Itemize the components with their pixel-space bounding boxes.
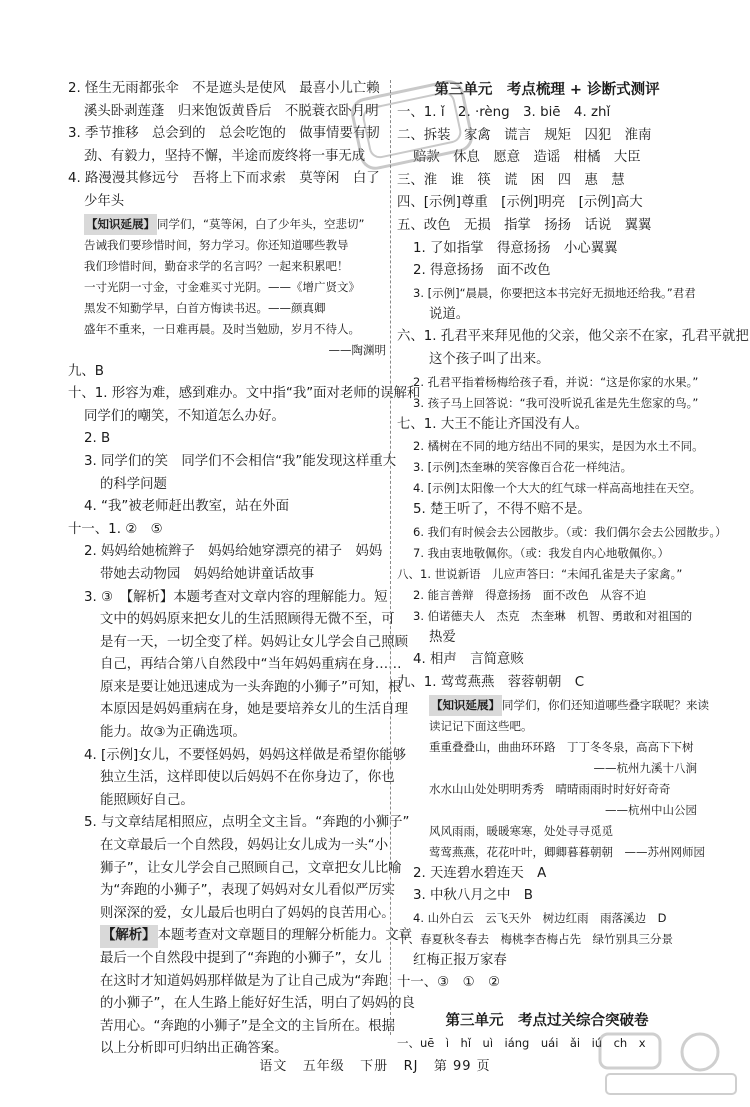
answer-line: 文中的妈妈原来把女儿的生活照顾得无微不至，可 — [100, 612, 395, 628]
footer-edition: RJ — [403, 1059, 419, 1074]
answer-line: 十一、1. ② ⑤ — [68, 521, 163, 537]
answer-line: 4. [示例]女儿，不要怪妈妈，妈妈这样做是希望你能够 — [84, 747, 407, 763]
answer-line: 3. 中秋八月之中 B — [413, 888, 533, 904]
answer-line: 原来是要让她迅速成为一头奔跑的小狮子”可知，根 — [100, 679, 402, 695]
answer-line: 2. B — [84, 431, 111, 447]
answer-line: 十一、③ ① ② — [397, 975, 500, 991]
answer-line: 十、1. 形容为难，感到难办。文中指“我”面对老师的误解和 — [68, 386, 421, 402]
analysis-line: 最后一个自然段中提到了“奔跑的小狮子”，女儿 — [100, 951, 382, 966]
footer-subject: 语文 — [259, 1059, 288, 1074]
answer-line: 4. 相声 言简意赅 — [413, 652, 524, 668]
analysis-line: 的小狮子”，在人生路上能好好生活，明白了妈妈的良 — [100, 996, 415, 1012]
answer-line: 红梅正报万家春 — [413, 952, 507, 968]
answer-line: 七、1. 大王不能让齐国没有人。 — [397, 416, 589, 432]
answer-line: 狮子”，让女儿学会自己照顾自己，文章把女儿比喻 — [100, 860, 402, 876]
answer-line: 这个孩子叫了出来。 — [429, 351, 550, 367]
answer-line: 3. 季节推移 总会到的 总会吃饱的 做事情要有韧 — [68, 126, 380, 142]
answer-line: 2. 妈妈给她梳辫子 妈妈给她穿漂亮的裙子 妈妈 — [84, 544, 383, 560]
answer-line: 1. 了如指掌 得意扬扬 小心翼翼 — [413, 240, 618, 256]
answer-line: 一、1. ǐ 2. ·rèng 3. biē 4. zhǐ — [397, 105, 611, 120]
site-logo-icon — [596, 1028, 746, 1100]
answer-line: 5. 楚王听了，不得不赔不是。 — [413, 502, 591, 518]
couplet-line: 莺莺燕燕，花花叶叶，卿卿暮暮朝朝 ——苏州网师园 — [429, 844, 705, 859]
section-title: 第三单元 考点过关综合突破卷 — [445, 1012, 649, 1029]
answer-line: 3. 孩子马上回答说：“我可没听说孔雀是先生您家的鸟。” — [413, 395, 699, 410]
section-tag: 【知识延展】 — [84, 214, 157, 235]
knowledge-extension: 【知识延展】 同学们，你们还知道哪些叠字联呢？来读 — [397, 695, 697, 716]
knowledge-extension: 【知识延展】 同学们，“莫等闲，白了少年头，空悲切” — [68, 214, 386, 235]
answer-line: 三、淮 谁 筷 谎 困 四 惠 慧 — [397, 172, 625, 188]
right-column — [397, 78, 749, 1054]
answer-line: 六、1. 孔君平来拜见他的父亲，他父亲不在家，孔君平就把 — [397, 329, 749, 345]
column-divider — [390, 80, 391, 1035]
quote-line: 盛年不重来，一日难再晨。及时当勉励，岁月不待人。 — [84, 321, 360, 336]
analysis-line: 【解析】 本题考查对文章题目的理解分析能力。文章 — [68, 925, 386, 948]
answer-line: 是有一天，一切全变了样。妈妈让女儿学会自己照顾 — [100, 634, 408, 650]
section-tag: 【知识延展】 — [429, 695, 502, 716]
answer-line: 3. 伯诺德夫人 杰克 杰奎琳 机智、勇敢和对祖国的 — [413, 608, 693, 623]
couplet-line: 重重叠叠山，曲曲环环路 丁丁冬冬泉，高高下下树 — [429, 739, 694, 754]
answer-line: 四、[示例]尊重 [示例]明亮 [示例]高大 — [397, 195, 643, 211]
answer-line: 同学们的嘲笑，不知道怎么办好。 — [84, 408, 285, 424]
answer-line: 九、B — [68, 363, 104, 379]
answer-line: 二、拆装 家禽 谎言 规矩 囚犯 淮南 — [397, 127, 652, 143]
section-title: 第三单元 考点梳理 + 诊断式测评 — [434, 82, 660, 98]
answer-line: 4. 路漫漫其修远兮 吾将上下而求索 莫等闲 白了 — [68, 171, 380, 187]
analysis-line: 以上分析即可归纳出正确答案。 — [100, 1041, 288, 1057]
section-tag: 【解析】 — [100, 925, 158, 948]
answer-line: 3. [示例]杰奎琳的笑容像百合花一样纯洁。 — [413, 460, 633, 475]
answer-line: 2. 能言善辩 得意扬扬 面不改色 从容不迫 — [413, 587, 647, 602]
knowledge-extension-line: 我们珍惜时间，勤奋求学的名言吗？一起来积累吧！ — [84, 258, 349, 273]
answer-line: 6. 我们有时候会去公园散步。（或：我们偶尔会去公园散步。） — [413, 524, 727, 539]
footer-volume: 下册 — [360, 1059, 389, 1074]
answer-line: 2. 怪生无雨都张伞 不是遮头是使风 最喜小儿亡赖 — [68, 81, 380, 96]
quote-author: ——陶渊明 — [328, 342, 386, 357]
answer-line: 2. 天连碧水碧连天 A — [413, 865, 547, 881]
couplet-line: 风风雨雨，暖暖寒寒，处处寻寻觅觅 — [429, 823, 613, 838]
answer-line: 为“奔跑的小狮子”，表现了妈妈对女儿看似严厉实 — [100, 883, 396, 899]
answer-line: 本原因是妈妈重病在身，她是要培养女儿的生活自理 — [100, 702, 408, 718]
answer-line: 九、1. 莺莺燕燕 蓉蓉朝朝 C — [397, 674, 585, 690]
answer-line: 热爱 — [429, 629, 456, 645]
couplet-source: ——杭州中山公园 — [605, 802, 697, 817]
answer-line: 少年头 — [84, 193, 125, 209]
answer-line: 在文章最后一个自然段，妈妈让女儿成为一头“小 — [100, 838, 389, 854]
quote-line: 一寸光阴一寸金，寸金难买寸光阴。——《增广贤文》 — [84, 279, 360, 294]
couplet-line: 水水山山处处明明秀秀 晴晴雨雨时时好好奇奇 — [429, 781, 671, 796]
answer-line: 4. “我”被老师赶出教室，站在外面 — [84, 499, 289, 515]
answer-line: 自己，再结合第八自然段中“当年妈妈重病在身…… — [100, 657, 402, 673]
answer-line: 溪头卧剥莲蓬 归来饱饭黄昏后 不脱蓑衣卧月明 — [84, 103, 379, 119]
answer-line: 4. [示例]太阳像一个大大的红气球一样高高地挂在天空。 — [413, 481, 702, 496]
analysis-line: 苦用心。“奔跑的小狮子”是全文的主旨所在。根据 — [100, 1018, 396, 1034]
analysis-line: 在这时才知道妈妈那样做是为了让自己成为“奔跑 — [100, 973, 389, 989]
couplet-source: ——杭州九溪十八涧 — [593, 760, 697, 775]
answer-line: 2. 橘树在不同的地方结出不同的果实，是因为水土不同。 — [413, 439, 704, 454]
answer-line: 独立生活，这样即使以后妈妈不在你身边了，你也 — [100, 770, 395, 786]
footer-grade: 五年级 — [302, 1059, 345, 1074]
knowledge-extension-line: 读记记下面这些吧。 — [429, 718, 533, 733]
answer-line: 3. [示例]“晨晨，你要把这本书完好无损地还给我。”君君 — [413, 285, 696, 300]
answer-line: 劲、有毅力，坚持不懈，半途而废终将一事无成 — [84, 148, 366, 164]
answer-line: 的科学问题 — [100, 476, 167, 492]
footer-page-number: 第 99 页 — [433, 1059, 491, 1074]
answer-line: 7. 我由衷地敬佩你。（或：我发自内心地敬佩你。） — [413, 545, 670, 560]
answer-line: 2. 得意扬扬 面不改色 — [413, 263, 551, 279]
answer-line: 五、改色 无损 指掌 扬扬 话说 翼翼 — [397, 217, 652, 233]
answer-line: 八、1. 世说新语 儿应声答曰：“未闻孔雀是夫子家禽。” — [397, 566, 683, 581]
answer-line: 能照顾好自己。 — [100, 792, 194, 808]
answer-line: 3. ③ 【解析】本题考查对文章内容的理解能力。短 — [84, 589, 388, 605]
answer-line: 说道。 — [429, 306, 470, 322]
answer-line: 带她去动物园 妈妈给她讲童话故事 — [100, 566, 315, 582]
answer-line: 2. 孔君平指着杨梅给孩子看，并说：“这是你家的水果。” — [413, 374, 699, 389]
answer-line: 一、uē ì hǐ uì iáng uái ǎi iú ch x — [397, 1035, 646, 1050]
answer-line: 则深深的爱，女儿最后也明白了妈妈的良苦用心。 — [100, 905, 395, 921]
left-column — [68, 78, 421, 1061]
answer-line: 3. 同学们的笑 同学们不会相信“我”能发现这样重大 — [84, 453, 397, 469]
answer-line: 5. 与文章结尾相照应，点明全文主旨。“奔跑的小狮子” — [84, 815, 410, 831]
answer-line: 能力。故③为正确选项。 — [100, 725, 246, 741]
quote-line: 黑发不知勤学早，白首方悔读书迟。——颜真卿 — [84, 300, 326, 315]
answer-line: 十、春夏秋冬春去 梅桃李杏梅占先 绿竹别具三分景 — [397, 931, 673, 946]
answer-line: 赔款 休息 愿意 造谣 柑橘 大臣 — [413, 150, 641, 166]
knowledge-extension-line: 告诫我们要珍惜时间，努力学习。你还知道哪些教导 — [84, 237, 349, 252]
answer-line: 4. 山外白云 云飞天外 树边红雨 雨落溪边 D — [413, 910, 667, 925]
